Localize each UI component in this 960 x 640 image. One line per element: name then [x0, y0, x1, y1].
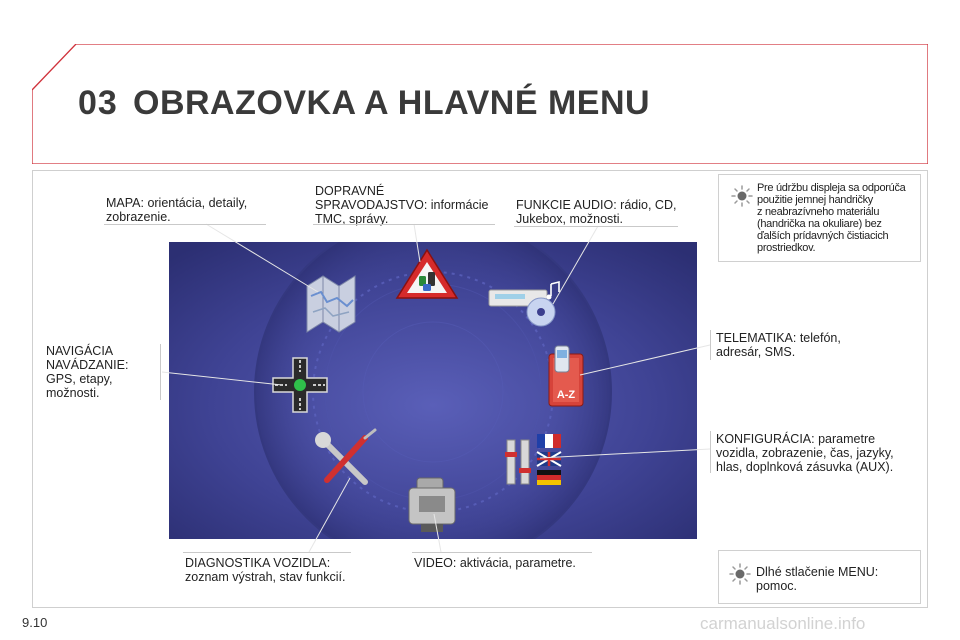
note-maintenance-text: Pre údržbu displeja sa odporúča použitie jemnej handričky z neabrazívneho materiálu (handrička na okuliare) bez ďalších prídavných čistiacich prostriedkov. [757, 182, 906, 254]
page-number: 9.10 [22, 615, 48, 630]
label-funkcie-audio: FUNKCIE AUDIO: rádio, CD, Jukebox, možnosti. [516, 198, 677, 226]
label-diagnostika-overline [183, 552, 351, 553]
label-navigacia-bar [160, 344, 161, 400]
sun-bulb-icon [731, 185, 753, 207]
label-mapa: MAPA: orientácia, detaily, zobrazenie. [106, 196, 248, 224]
label-telematika: TELEMATIKA: telefón, adresár, SMS. [716, 331, 841, 359]
label-dopravne-spravodajstvo: DOPRAVNÉ SPRAVODAJSTVO: informácie TMC, správy. [315, 184, 489, 226]
label-navigacia: NAVIGÁCIA NAVÁDZANIE: GPS, etapy, možnosti. [46, 344, 129, 400]
chapter-number: 03 [78, 84, 118, 122]
phone-directory-icon[interactable] [549, 346, 583, 406]
label-video-overline [412, 552, 592, 553]
note-maintenance [718, 174, 921, 262]
watermark: carmanualsonline.info [700, 614, 866, 633]
map-icon[interactable] [307, 276, 355, 332]
sun-bulb-icon [729, 563, 751, 585]
label-mapa-underline [104, 224, 266, 225]
label-dopravne-underline [313, 224, 495, 225]
menu-screen-illustration [169, 242, 697, 539]
label-konfiguracia: KONFIGURÁCIA: parametre vozidla, zobrazenie, čas, jazyky, hlas, doplnková zásuvka (AUX). [716, 432, 894, 474]
label-video: VIDEO: aktivácia, parametre. [414, 556, 576, 570]
az-label: A-Z [556, 389, 576, 401]
label-audio-underline [514, 226, 678, 227]
note-long-press-text: Dlhé stlačenie MENU: pomoc. [756, 565, 879, 593]
note-long-press [718, 550, 921, 604]
label-konfiguracia-bar [710, 431, 711, 473]
chapter-title: OBRAZOVKA A HLAVNÉ MENU [133, 84, 651, 122]
label-telematika-bar [710, 330, 711, 360]
label-diagnostika: DIAGNOSTIKA VOZIDLA: zoznam výstrah, stav funkcií. [185, 556, 346, 584]
